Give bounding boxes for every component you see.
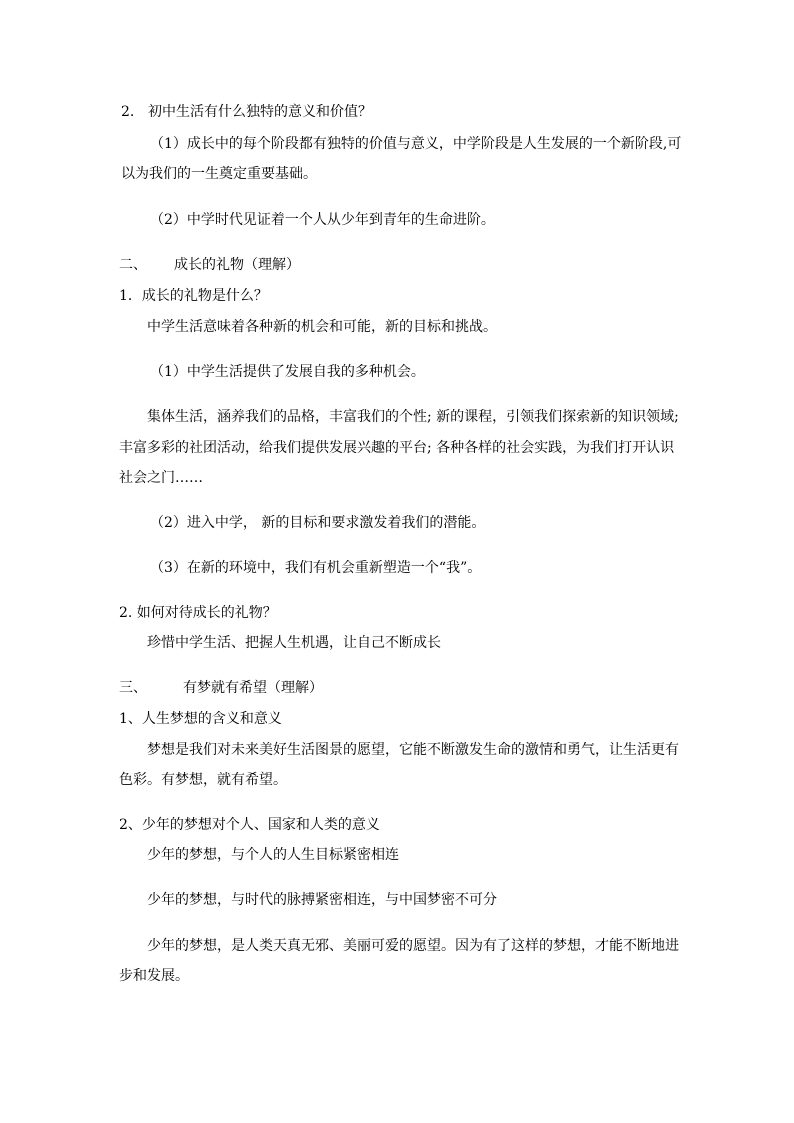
answer-paragraph-1-line-2: 以为我们的一生奠定重要基础。 <box>121 166 317 182</box>
subquestion-1-point-1: （1）中学生活提供了发展自我的多种机会。 <box>150 364 425 380</box>
section-2-heading <box>119 255 300 275</box>
section-number: 二、 <box>119 257 147 273</box>
paragraph-line-3: 社会之门…… <box>119 470 203 486</box>
subquestion-1-title: 1．成长的礼物是什么？ <box>119 288 268 304</box>
subquestion-1-point-3: （3）在新的环境中，我们有机会重新塑造一个“我”。 <box>150 560 482 576</box>
subquestion-1-point-2: （2）进入中学， 新的目标和要求激发着我们的潜能。 <box>150 515 486 531</box>
s3-paragraph-1-line-2: 色彩。有梦想，就有希望。 <box>119 772 287 788</box>
subquestion-2-title: 2. 如何对待成长的礼物？ <box>119 605 277 621</box>
section-number: 三、 <box>119 680 147 696</box>
subquestion-2-answer: 珍惜中学生活、把握人生机遇，让自己不断成长 <box>147 635 441 651</box>
answer-paragraph-2: （2）中学时代见证着一个人从少年到青年的生命进阶。 <box>150 212 495 228</box>
s3-subheading-1: 1、人生梦想的含义和意义 <box>119 711 282 727</box>
section-title: 成长的礼物（理解） <box>174 257 300 273</box>
section-title: 有梦就有希望（理解） <box>183 680 323 696</box>
question-2-heading <box>121 102 372 122</box>
question-title: 初中生活有什么独特的意义和价值？ <box>148 104 372 120</box>
s3-point-3-line-1: 少年的梦想，是人类天真无邪、美丽可爱的愿望。因为有了这样的梦想，才能不断地进 <box>147 938 679 954</box>
subquestion-1-intro: 中学生活意味着各种新的机会和可能，新的目标和挑战。 <box>147 319 497 335</box>
answer-paragraph-1-line-1: （1）成长中的每个阶段都有独特的价值与意义，中学阶段是人生发展的一个新阶段,可 <box>150 136 682 152</box>
paragraph-line-2: 丰富多彩的社团活动，给我们提供发展兴趣的平台; 各种各样的社会实践，为我们打开认识 <box>119 440 675 456</box>
s3-subheading-2: 2、少年的梦想对个人、国家和人类的意义 <box>119 817 380 833</box>
section-3-heading <box>119 678 323 698</box>
s3-point-2: 少年的梦想，与时代的脉搏紧密相连，与中国梦密不可分 <box>147 892 497 908</box>
paragraph-line-1: 集体生活，涵养我们的品格，丰富我们的个性; 新的课程，引领我们探索新的知识领域; <box>147 409 679 425</box>
question-number: 2. <box>121 104 135 120</box>
s3-paragraph-1-line-1: 梦想是我们对未来美好生活图景的愿望，它能不断激发生命的激情和勇气，让生活更有 <box>147 742 679 758</box>
s3-point-3-line-2: 步和发展。 <box>119 968 189 984</box>
s3-point-1: 少年的梦想，与个人的人生目标紧密相连 <box>147 847 399 863</box>
